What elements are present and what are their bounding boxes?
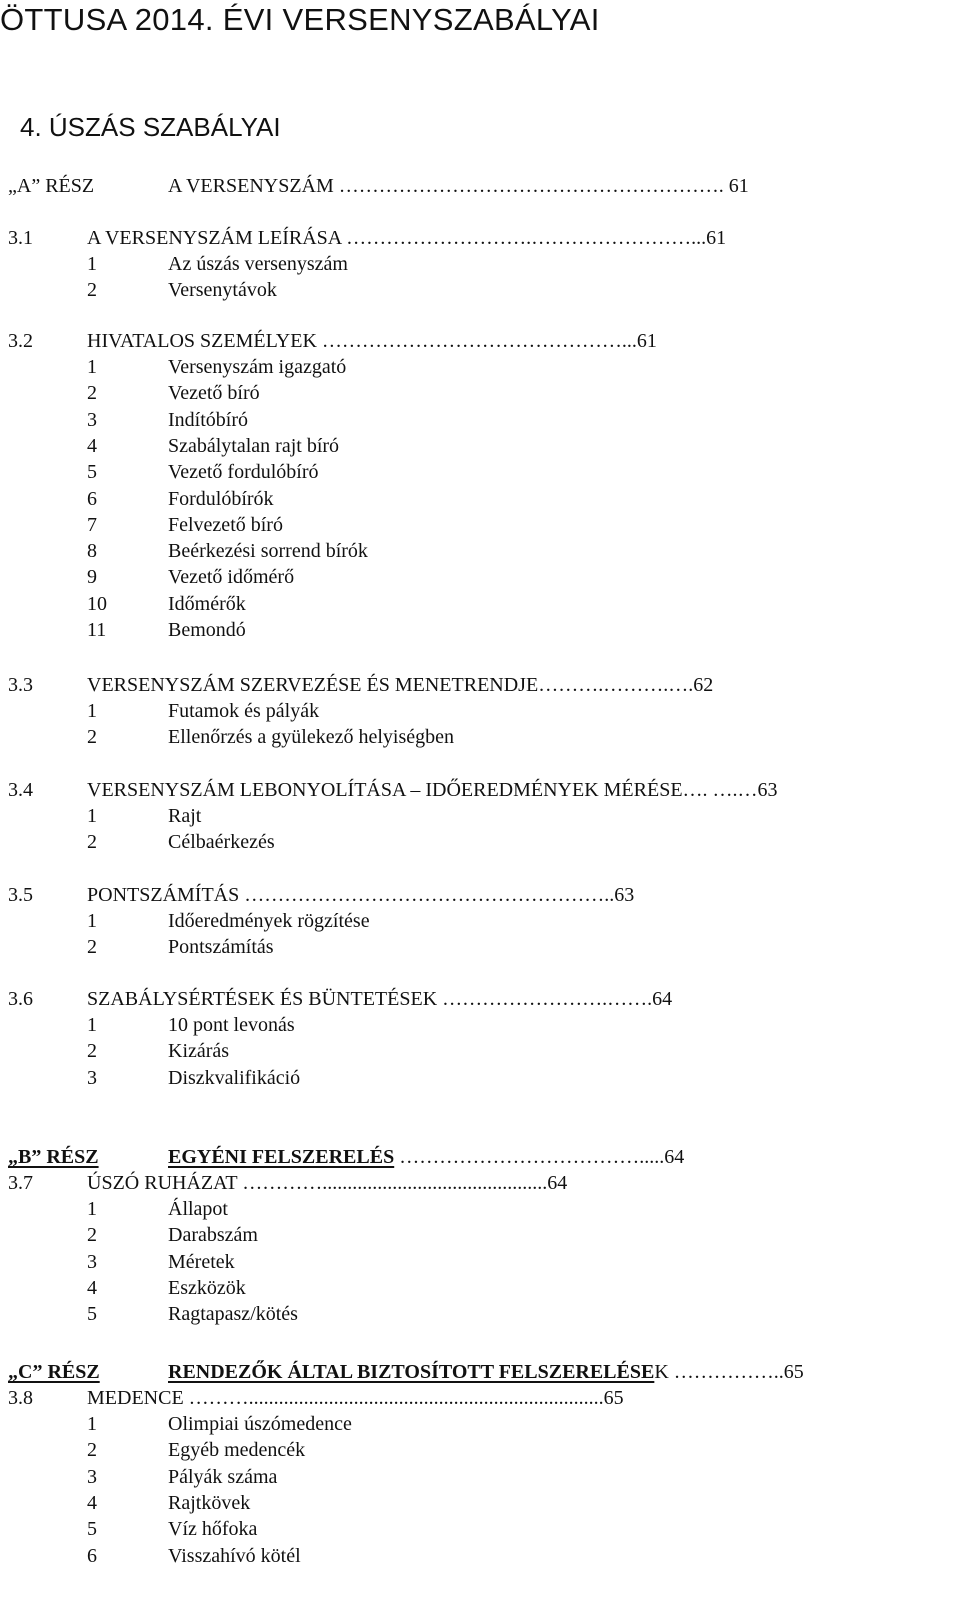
toc-subitem-label: Visszahívó kötél — [168, 1544, 301, 1567]
toc-heading-number: „B” RÉSZ — [8, 1146, 99, 1168]
toc-subitem-number: 1 — [87, 805, 97, 827]
toc-subitem-label: Versenyszám igazgató — [168, 356, 347, 378]
toc-subitem-label: Eszközök — [168, 1276, 246, 1299]
toc-heading-label — [87, 1170, 567, 1197]
toc-subitem-number: 2 — [87, 831, 97, 854]
toc-subitem-number: 1 — [87, 700, 97, 722]
toc-subitem-label: Időmérők — [168, 592, 246, 615]
toc-subitem-label: Ellenőrzés a gyülekező helyiségben — [168, 726, 454, 749]
toc-heading-label-text: EGYÉNI FELSZERELÉS — [168, 1146, 395, 1168]
toc-subitem-label: Méretek — [168, 1250, 235, 1273]
toc-subitem-label: Célbaérkezés — [168, 831, 275, 854]
toc-heading-number: „C” RÉSZ — [8, 1361, 100, 1383]
toc-subitem-number: 1 — [87, 1014, 97, 1036]
toc-leader-page: …………………….…….64 — [437, 988, 673, 1010]
toc-heading-label-tail: K — [654, 1361, 669, 1383]
toc-heading-number: 3.8 — [8, 1387, 33, 1409]
toc-subitem-label: Szabálytalan rajt bíró — [168, 434, 340, 457]
toc-subitem-label: Diszkvalifikáció — [168, 1066, 301, 1089]
toc-subitem-label: Futamok és pályák — [168, 700, 320, 722]
toc-subitem-number: 1 — [87, 1198, 97, 1220]
toc-subitem-number: 2 — [87, 279, 97, 302]
toc-leader-page: ……………..65 — [668, 1361, 804, 1383]
toc-subitem-label: Egyéb medencék — [168, 1439, 306, 1462]
toc-subitem-label: Vezető bíró — [168, 382, 260, 405]
toc-heading-number: 3.1 — [8, 227, 33, 249]
toc-subitem-number: 4 — [87, 434, 97, 457]
toc-subitem-label: Pályák száma — [168, 1465, 278, 1488]
document-subtitle: 4. ÚSZÁS SZABÁLYAI — [20, 112, 281, 142]
toc-heading-label-text: VERSENYSZÁM LEBONYOLÍTÁSA – IDŐEREDMÉNYEK MÉRÉSE — [87, 779, 683, 801]
toc-subitem-number: 3 — [87, 1066, 97, 1089]
toc-heading-number: 3.5 — [8, 884, 33, 906]
toc-heading-number: „A” RÉSZ — [8, 175, 95, 197]
toc-subitem-number: 2 — [87, 382, 97, 405]
toc-subitem-number: 2 — [87, 726, 97, 749]
toc-heading-number: 3.4 — [8, 779, 33, 801]
toc-heading-label-text: A VERSENYSZÁM — [168, 175, 334, 197]
toc-heading-label — [87, 986, 672, 1013]
toc-subitem-number: 3 — [87, 1250, 97, 1273]
toc-leader-page: ……….……….….62 — [538, 674, 714, 696]
toc-subitem-label: Víz hőfoka — [168, 1518, 258, 1541]
toc-heading-label — [87, 1385, 624, 1412]
toc-leader-page: ………………………………………...61 — [316, 330, 657, 352]
toc-subitem-number: 4 — [87, 1491, 97, 1514]
toc-subitem-number: 2 — [87, 936, 97, 959]
toc-subitem-label: Rajtkövek — [168, 1491, 251, 1514]
toc-heading-label — [87, 225, 726, 252]
toc-leader-page: …. ….…63 — [682, 779, 778, 801]
toc-subitem-label: Pontszámítás — [168, 936, 274, 959]
toc-subitem-number: 2 — [87, 1224, 97, 1247]
toc-subitem-label: Olimpiai úszómedence — [168, 1413, 352, 1435]
toc-subitem-label: 10 pont levonás — [168, 1014, 295, 1036]
toc-subitem-number: 5 — [87, 1518, 97, 1541]
toc-subitem-number: 8 — [87, 540, 97, 563]
toc-subitem-label: Beérkezési sorrend bírók — [168, 540, 368, 563]
toc-heading-number: 3.2 — [8, 330, 33, 352]
toc-subitem-label: Kizárás — [168, 1040, 230, 1063]
toc-heading-label-text: A VERSENYSZÁM LEÍRÁSA — [87, 227, 342, 249]
toc-subitem-label: Az úszás versenyszám — [168, 253, 348, 275]
toc-subitem-label: Vezető időmérő — [168, 566, 295, 589]
toc-heading-label — [87, 882, 634, 909]
toc-heading-label — [168, 173, 749, 200]
toc-heading-label-text: VERSENYSZÁM SZERVEZÉSE ÉS MENETRENDJE — [87, 674, 539, 696]
document-title: ÖTTUSA 2014. ÉVI VERSENYSZABÁLYAI — [0, 2, 600, 37]
toc-leader-page: ……………………………….....64 — [394, 1146, 685, 1168]
toc-subitem-number: 6 — [87, 1544, 97, 1567]
toc-subitem-number: 7 — [87, 513, 97, 536]
toc-subitem-label: Vezető fordulóbíró — [168, 461, 319, 484]
toc-subitem-number: 1 — [87, 910, 97, 932]
toc-heading-number: 3.3 — [8, 674, 33, 696]
toc-subitem-label: Rajt — [168, 805, 202, 827]
toc-subitem-number: 9 — [87, 566, 97, 589]
toc-subitem-number: 1 — [87, 1413, 97, 1435]
toc-leader-page: ……….......................................................................65 — [183, 1387, 624, 1409]
toc-subitem-label: Fordulóbírók — [168, 487, 274, 510]
toc-subitem-label: Időeredmények rögzítése — [168, 910, 370, 932]
toc-subitem-number: 1 — [87, 356, 97, 378]
toc-subitem-label: Indítóbíró — [168, 408, 248, 431]
toc-heading-label — [87, 328, 657, 355]
toc-leader-page: ………….............................................64 — [237, 1172, 568, 1194]
toc-subitem-label: Ragtapasz/kötés — [168, 1303, 298, 1326]
toc-subitem-number: 6 — [87, 487, 97, 510]
toc-leader-page: ………………………………………………..63 — [239, 884, 635, 906]
toc-leader-page: ……………………….……………………...61 — [341, 227, 727, 249]
toc-leader-page: …………………………………………………. 61 — [333, 175, 749, 197]
toc-heading-label-text: ÚSZÓ RUHÁZAT — [87, 1172, 238, 1194]
toc-subitem-label: Állapot — [168, 1198, 228, 1220]
toc-subitem-number: 3 — [87, 408, 97, 431]
toc-subitem-label: Bemondó — [168, 619, 246, 641]
toc-heading-number: 3.7 — [8, 1172, 33, 1194]
toc-subitem-number: 10 — [87, 592, 107, 615]
toc-subitem-label: Felvezető bíró — [168, 513, 283, 536]
toc-subitem-number: 11 — [87, 619, 107, 641]
toc-heading-number: 3.6 — [8, 988, 33, 1010]
toc-subitem-number: 4 — [87, 1276, 97, 1299]
toc-subitem-number: 5 — [87, 1303, 97, 1326]
toc-subitem-number: 2 — [87, 1439, 97, 1462]
toc-heading-label-main: RENDEZŐK ÁLTAL BIZTOSÍTOTT FELSZERELÉSE — [168, 1361, 655, 1383]
toc-heading-label-text: PONTSZÁMÍTÁS — [87, 884, 240, 906]
toc-subitem-label: Versenytávok — [168, 279, 277, 302]
toc-subitem-number: 2 — [87, 1040, 97, 1063]
toc-heading-label-text: HIVATALOS SZEMÉLYEK — [87, 330, 317, 352]
toc-heading-label — [87, 777, 778, 804]
toc-subitem-number: 5 — [87, 461, 97, 484]
toc-heading-label — [168, 1359, 804, 1386]
toc-heading-label-text: MEDENCE — [87, 1387, 184, 1409]
toc-subitem-label: Darabszám — [168, 1224, 258, 1247]
toc-heading-label — [168, 1144, 684, 1171]
toc-subitem-number: 1 — [87, 253, 97, 275]
toc-subitem-number: 3 — [87, 1465, 97, 1488]
toc-heading-label-text: SZABÁLYSÉRTÉSEK ÉS BÜNTETÉSEK — [87, 988, 438, 1010]
toc-heading-label — [87, 672, 713, 699]
